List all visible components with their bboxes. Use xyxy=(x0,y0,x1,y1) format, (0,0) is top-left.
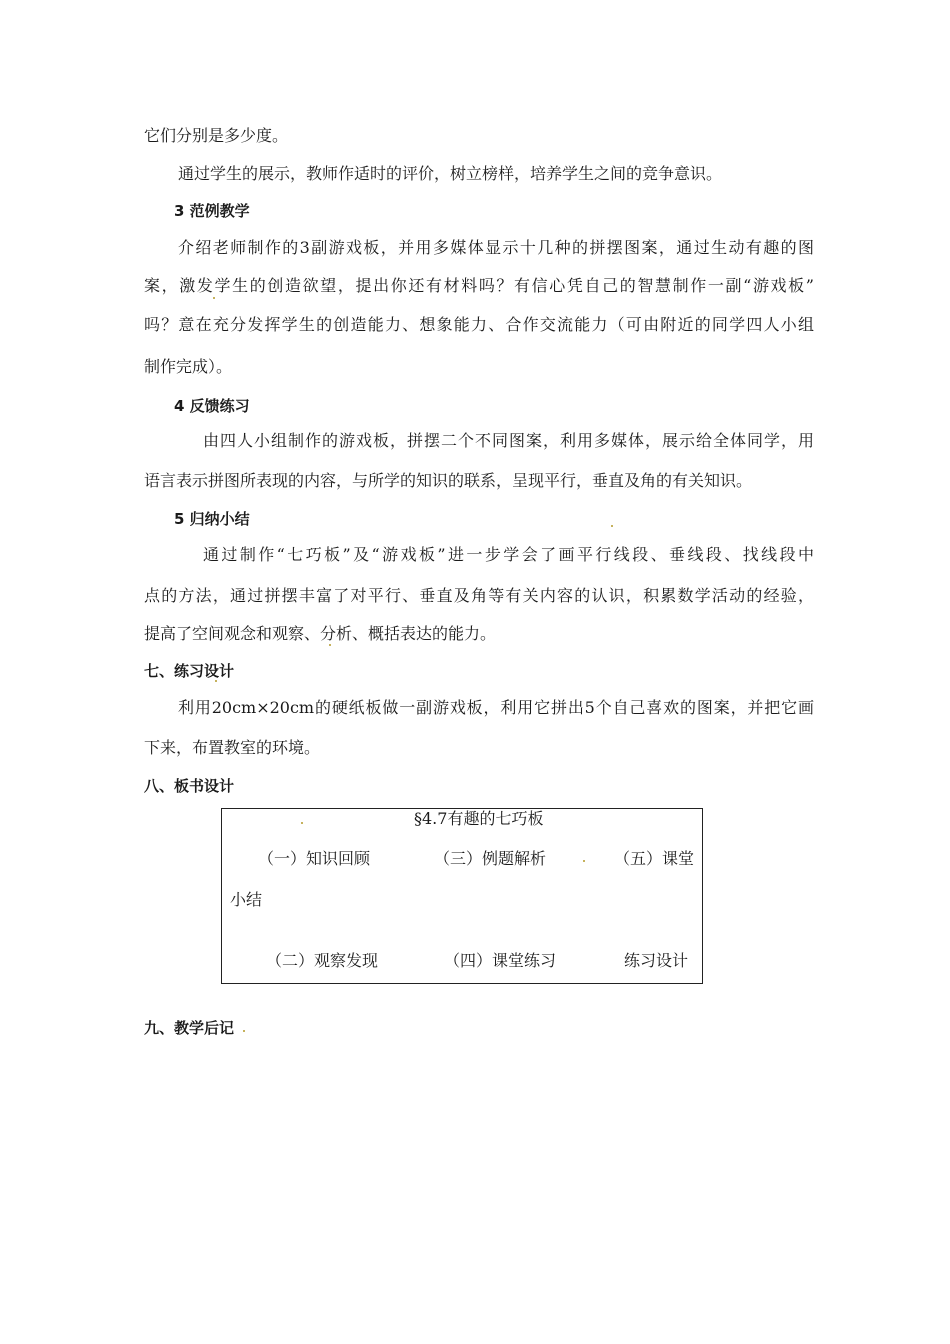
board-item-3: （三）例题解析 xyxy=(434,849,547,868)
section-heading-3: 3 范例教学 xyxy=(174,202,250,220)
scan-dot xyxy=(213,297,215,299)
section-heading-7: 七、练习设计 xyxy=(144,662,235,680)
scan-dot xyxy=(243,1030,245,1032)
text-line-2: 通过学生的展示，教师作适时的评价，树立榜样，培养学生之间的竞争意识。 xyxy=(178,164,723,183)
text-line-12: 利用20cm×20cm的硬纸板做一副游戏板，利用它拼出5个自己喜欢的图案，并把它画 xyxy=(178,698,814,717)
text-line-5: 吗？意在充分发挥学生的创造能力、想象能力、合作交流能力（可由附近的同学四人小组 xyxy=(144,315,814,334)
scan-dot xyxy=(215,680,217,682)
text-line-4: 案，激发学生的创造欲望，提出你还有材料吗？有信心凭自己的智慧制作一副“游戏板” xyxy=(144,276,814,295)
scan-dot xyxy=(301,822,303,824)
text-line-6: 制作完成）。 xyxy=(144,357,233,376)
blackboard-design-box xyxy=(221,808,703,984)
scan-dot xyxy=(583,860,585,862)
board-item-1: （一）知识回顾 xyxy=(258,849,371,868)
board-item-5-cont: 小结 xyxy=(230,890,263,909)
text-line-11: 提高了空间观念和观察、分析、概括表达的能力。 xyxy=(144,624,497,643)
text-line-9: 通过制作“七巧板”及“游戏板”进一步学会了画平行线段、垂线段、找线段中 xyxy=(203,545,814,564)
board-item-2: （二）观察发现 xyxy=(266,951,379,970)
section-heading-5: 5 归纳小结 xyxy=(174,510,250,528)
board-title: §4.7有趣的七巧板 xyxy=(414,809,544,828)
scan-dot xyxy=(329,644,331,646)
text-line-1: 它们分别是多少度。 xyxy=(144,126,289,145)
text-line-8: 语言表示拼图所表现的内容，与所学的知识的联系，呈现平行，垂直及角的有关知识。 xyxy=(144,471,753,490)
board-item-4: （四）课堂练习 xyxy=(444,951,557,970)
text-line-13: 下来，布置教室的环境。 xyxy=(144,738,321,757)
text-line-7: 由四人小组制作的游戏板，拼摆二个不同图案，利用多媒体，展示给全体同学，用 xyxy=(203,431,814,450)
section-heading-8: 八、板书设计 xyxy=(144,777,235,795)
board-practice: 练习设计 xyxy=(624,951,689,970)
section-heading-9: 九、教学后记 xyxy=(144,1019,235,1037)
section-heading-4: 4 反馈练习 xyxy=(174,397,250,415)
text-line-3: 介绍老师制作的3副游戏板，并用多媒体显示十几种的拼摆图案，通过生动有趣的图 xyxy=(178,238,814,257)
text-line-10: 点的方法，通过拼摆丰富了对平行、垂直及角等有关内容的认识，积累数学活动的经验， xyxy=(144,586,814,605)
board-item-5: （五）课堂 xyxy=(614,849,695,868)
scan-dot xyxy=(611,525,613,527)
